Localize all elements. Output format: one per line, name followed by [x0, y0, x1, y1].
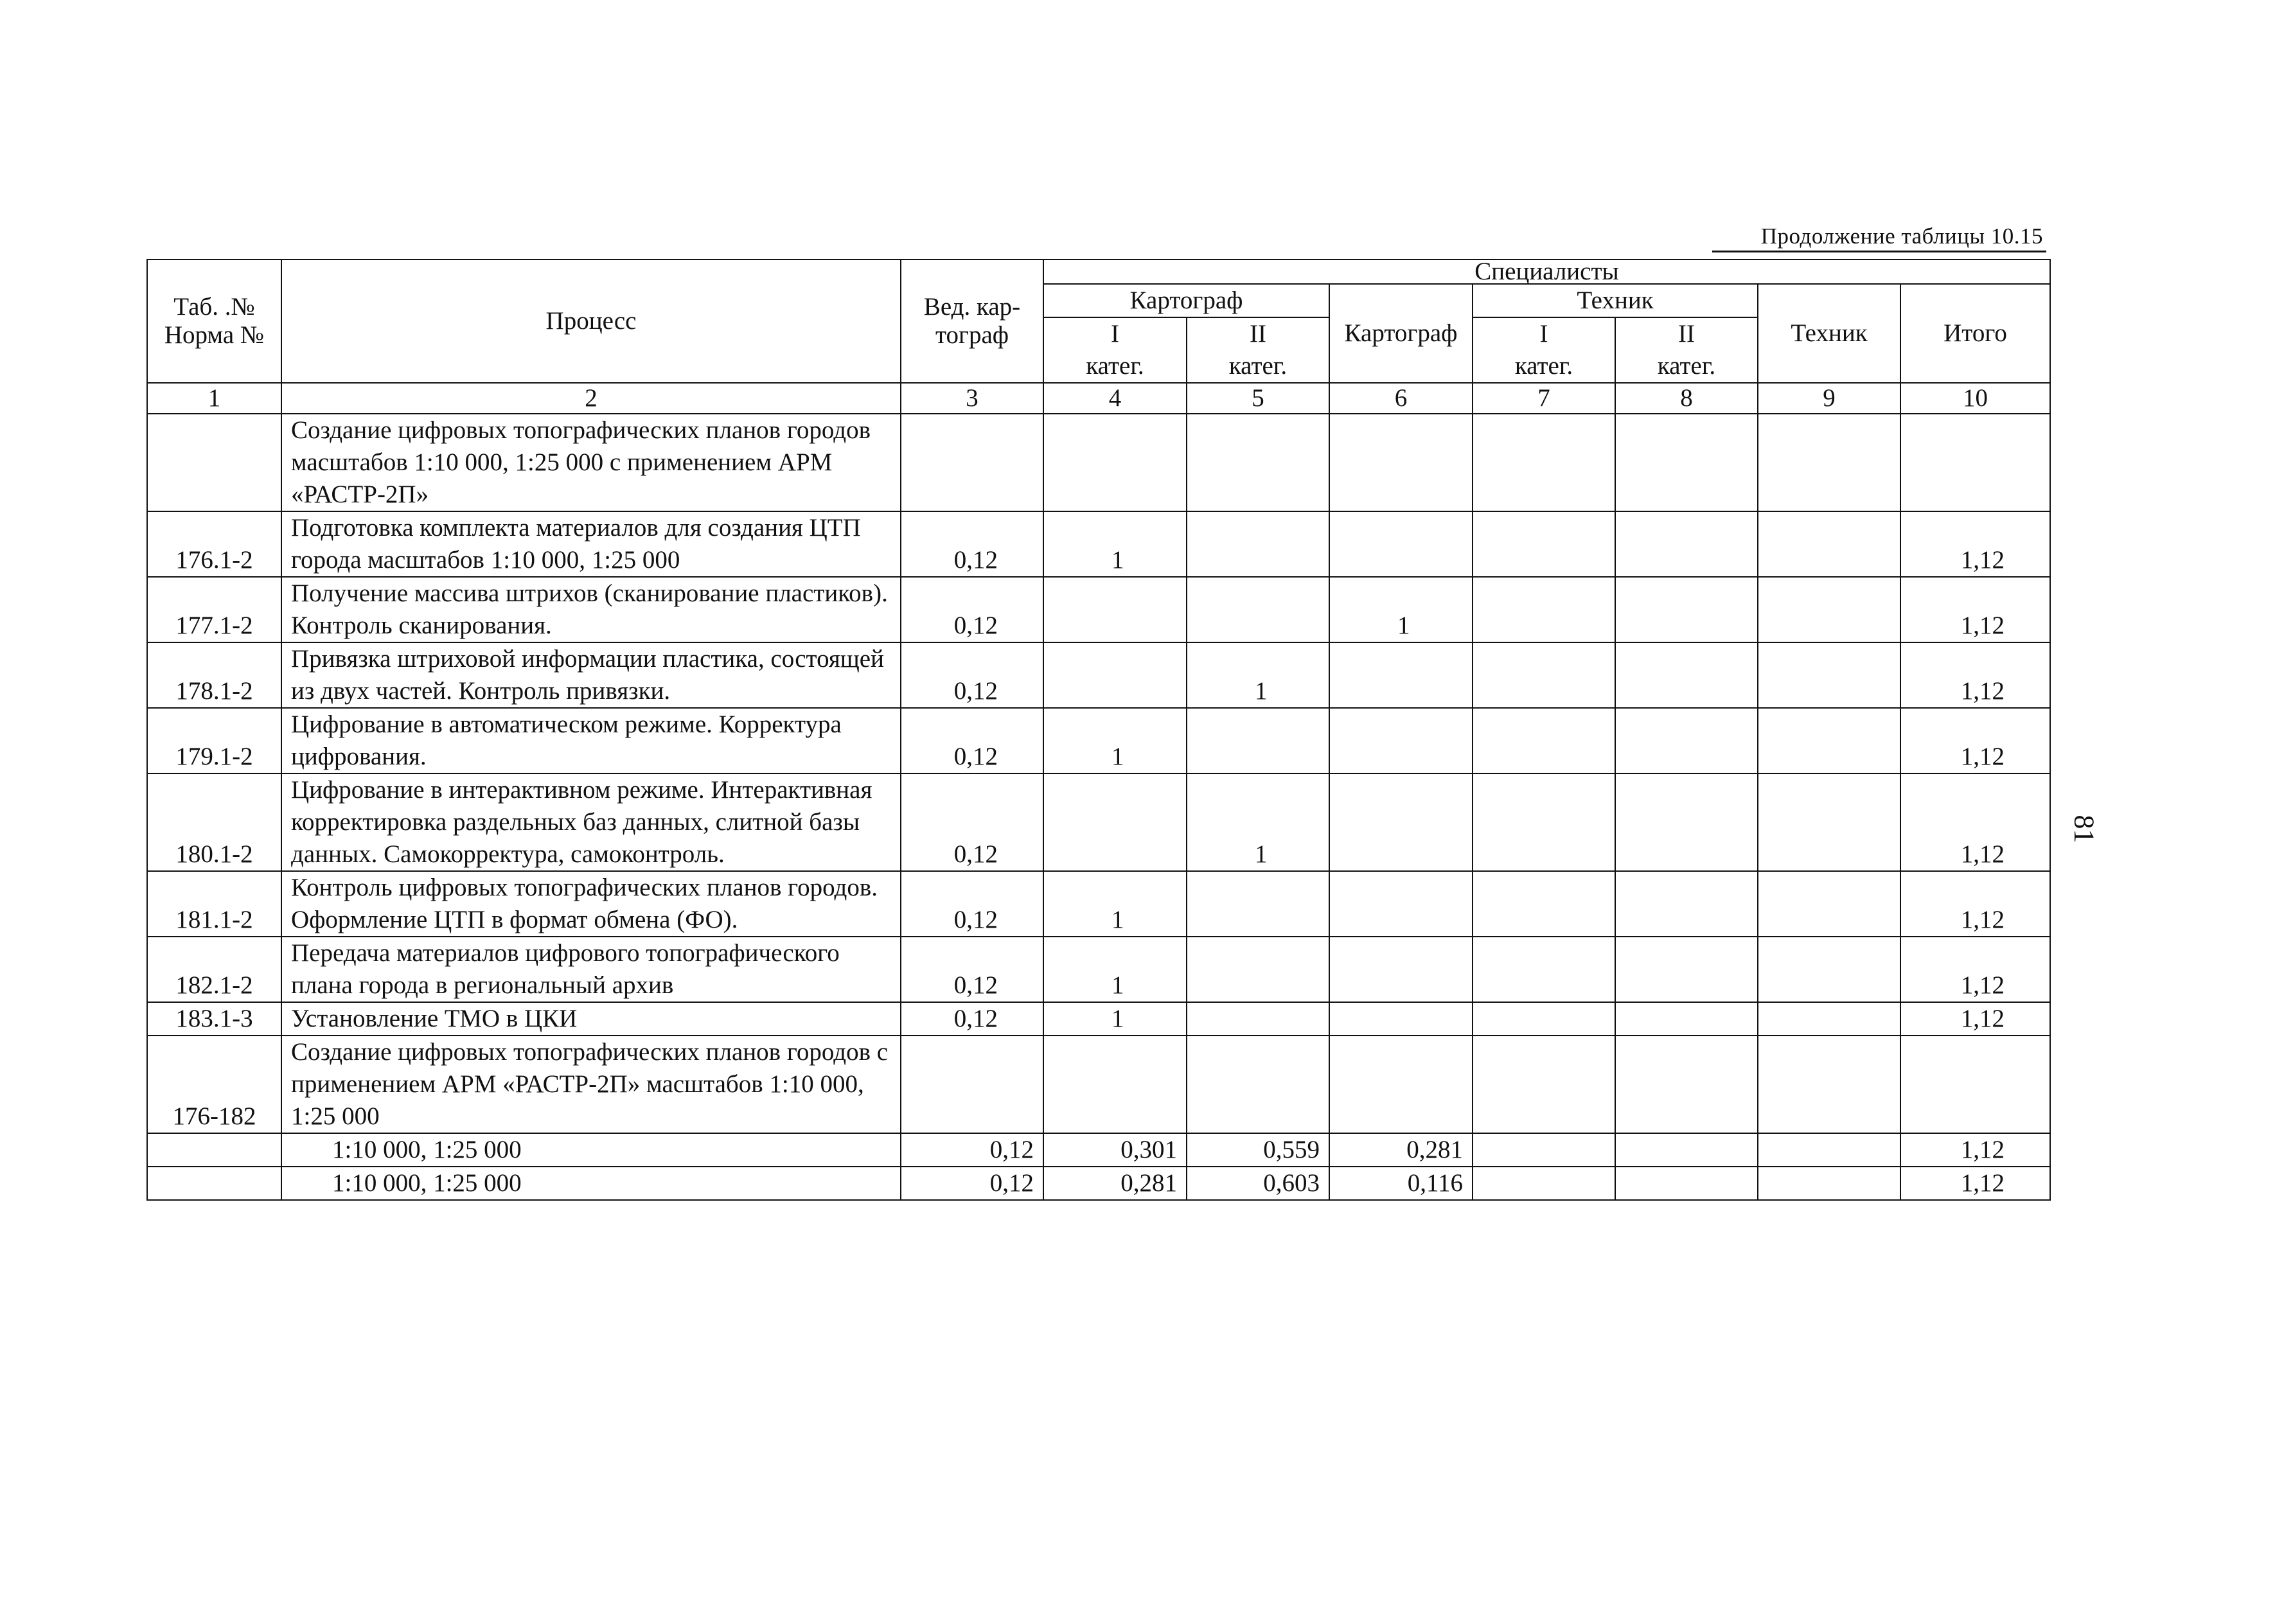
row-cartographer	[1329, 1002, 1473, 1036]
row-lead-cartographer	[901, 414, 1043, 511]
row-tech-cat-ii	[1615, 937, 1758, 1002]
header-cartographer-group: Картограф	[1043, 284, 1329, 317]
row-tech-cat-ii	[1615, 577, 1758, 642]
row-technician	[1758, 1167, 1900, 1200]
row-tech-cat-ii	[1615, 642, 1758, 708]
row-tech-cat-i	[1473, 1167, 1615, 1200]
row-code	[147, 414, 281, 511]
row-total	[1900, 414, 2050, 511]
table-body	[147, 414, 2050, 1200]
row-process: 1:10 000, 1:25 000	[281, 1167, 901, 1200]
row-lead-cartographer: 0,12	[901, 1002, 1043, 1036]
row-total: 1,12	[1900, 511, 2050, 577]
row-cartographer: 1	[1329, 577, 1473, 642]
header-tech-cat-ii: II	[1615, 317, 1758, 350]
header-code: Таб. .№ Норма №	[147, 260, 281, 383]
row-total: 1,12	[1900, 1133, 2050, 1167]
row-cart-cat-ii	[1187, 577, 1329, 642]
row-cart-cat-ii: 1	[1187, 773, 1329, 871]
column-number: 5	[1187, 383, 1329, 414]
row-cartographer	[1329, 937, 1473, 1002]
row-tech-cat-i	[1473, 511, 1615, 577]
row-lead-cartographer: 0,12	[901, 937, 1043, 1002]
row-tech-cat-ii	[1615, 773, 1758, 871]
row-total	[1900, 1036, 2050, 1133]
header-cart-cat-ii: II	[1187, 317, 1329, 350]
row-total: 1,12	[1900, 642, 2050, 708]
row-total: 1,12	[1900, 937, 2050, 1002]
row-total: 1,12	[1900, 871, 2050, 937]
row-technician	[1758, 1133, 1900, 1167]
row-cart-cat-ii: 1	[1187, 642, 1329, 708]
header-tech-cat-i: I	[1473, 317, 1615, 350]
row-process: Цифрование в интерактивном режиме. Интерактивная корректировка раздельных баз данных, слитной базы данных. Самокорректура, самоконтроль.	[281, 773, 901, 871]
row-cart-cat-i: 1	[1043, 871, 1187, 937]
row-technician	[1758, 773, 1900, 871]
row-tech-cat-i	[1473, 577, 1615, 642]
row-lead-cartographer: 0,12	[901, 871, 1043, 937]
table-row	[147, 511, 2050, 577]
row-cartographer	[1329, 642, 1473, 708]
row-tech-cat-i	[1473, 773, 1615, 871]
row-lead-cartographer: 0,12	[901, 642, 1043, 708]
header-lead-cartographer: Вед. кар-тограф	[901, 260, 1043, 383]
row-lead-cartographer: 0,12	[901, 511, 1043, 577]
row-total: 1,12	[1900, 708, 2050, 773]
row-cart-cat-i: 0,281	[1043, 1167, 1187, 1200]
row-cart-cat-i: 1	[1043, 1002, 1187, 1036]
row-process: Контроль цифровых топографических планов городов. Оформление ЦТП в формат обмена (ФО).	[281, 871, 901, 937]
row-technician	[1758, 1002, 1900, 1036]
column-number: 7	[1473, 383, 1615, 414]
row-process: Передача материалов цифрового топографического плана города в региональный архив	[281, 937, 901, 1002]
row-lead-cartographer: 0,12	[901, 708, 1043, 773]
row-lead-cartographer	[901, 1036, 1043, 1133]
row-code: 183.1-3	[147, 1002, 281, 1036]
row-cartographer	[1329, 1036, 1473, 1133]
row-cart-cat-ii	[1187, 937, 1329, 1002]
row-cart-cat-i: 1	[1043, 708, 1187, 773]
column-number: 4	[1043, 383, 1187, 414]
table-row	[147, 1002, 2050, 1036]
table-row	[147, 414, 2050, 511]
row-technician	[1758, 414, 1900, 511]
row-cart-cat-i	[1043, 642, 1187, 708]
row-cartographer	[1329, 871, 1473, 937]
row-code	[147, 1133, 281, 1167]
row-tech-cat-ii	[1615, 708, 1758, 773]
row-cart-cat-ii	[1187, 1036, 1329, 1133]
row-tech-cat-i	[1473, 414, 1615, 511]
row-tech-cat-ii	[1615, 414, 1758, 511]
row-technician	[1758, 577, 1900, 642]
row-process: Создание цифровых топографических планов городов масштабов 1:10 000, 1:25 000 с применением АРМ «РАСТР-2П»	[281, 414, 901, 511]
row-cartographer	[1329, 511, 1473, 577]
row-code: 177.1-2	[147, 577, 281, 642]
row-total: 1,12	[1900, 1167, 2050, 1200]
row-tech-cat-ii	[1615, 1167, 1758, 1200]
column-number: 1	[147, 383, 281, 414]
row-tech-cat-ii	[1615, 871, 1758, 937]
row-tech-cat-ii	[1615, 1002, 1758, 1036]
row-technician	[1758, 642, 1900, 708]
header-tech-cat-ii-label: катег.	[1615, 350, 1758, 383]
row-cart-cat-i	[1043, 1036, 1187, 1133]
header-row-1	[147, 260, 2050, 284]
row-cartographer	[1329, 773, 1473, 871]
row-cartographer: 0,116	[1329, 1167, 1473, 1200]
row-lead-cartographer: 0,12	[901, 1133, 1043, 1167]
row-cart-cat-i	[1043, 414, 1187, 511]
table-continuation-caption: Продолжение таблицы 10.15	[1760, 224, 2043, 249]
row-lead-cartographer: 0,12	[901, 577, 1043, 642]
page-number: 81	[2068, 815, 2100, 843]
row-tech-cat-i	[1473, 1133, 1615, 1167]
row-cart-cat-ii: 0,603	[1187, 1167, 1329, 1200]
row-tech-cat-ii	[1615, 1036, 1758, 1133]
row-code: 176-182	[147, 1036, 281, 1133]
row-technician	[1758, 1036, 1900, 1133]
row-cart-cat-i: 1	[1043, 511, 1187, 577]
row-code: 181.1-2	[147, 871, 281, 937]
header-total: Итого	[1900, 284, 2050, 383]
row-cartographer	[1329, 708, 1473, 773]
row-cart-cat-ii	[1187, 511, 1329, 577]
header-specialists: Специалисты	[1043, 260, 2050, 284]
row-tech-cat-i	[1473, 642, 1615, 708]
row-technician	[1758, 871, 1900, 937]
header-technician: Техник	[1758, 284, 1900, 383]
header-cart-cat-i: I	[1043, 317, 1187, 350]
row-tech-cat-i	[1473, 1002, 1615, 1036]
column-number: 2	[281, 383, 901, 414]
row-code: 176.1-2	[147, 511, 281, 577]
row-cart-cat-ii	[1187, 414, 1329, 511]
row-process: Получение массива штрихов (сканирование пластиков). Контроль сканирования.	[281, 577, 901, 642]
table-row	[147, 1133, 2050, 1167]
row-tech-cat-ii	[1615, 1133, 1758, 1167]
row-code: 180.1-2	[147, 773, 281, 871]
header-cartographer: Картограф	[1329, 284, 1473, 383]
row-code: 178.1-2	[147, 642, 281, 708]
row-process: Привязка штриховой информации пластика, состоящей из двух частей. Контроль привязки.	[281, 642, 901, 708]
row-technician	[1758, 708, 1900, 773]
row-tech-cat-i	[1473, 708, 1615, 773]
row-lead-cartographer: 0,12	[901, 773, 1043, 871]
row-cart-cat-ii	[1187, 1002, 1329, 1036]
column-number: 8	[1615, 383, 1758, 414]
row-cart-cat-ii	[1187, 708, 1329, 773]
header-technician-group: Техник	[1473, 284, 1758, 317]
row-cart-cat-i: 1	[1043, 937, 1187, 1002]
row-process: Создание цифровых топографических планов городов с применением АРМ «РАСТР-2П» масштабов 1:10 000, 1:25 000	[281, 1036, 901, 1133]
column-number: 9	[1758, 383, 1900, 414]
row-cartographer: 0,281	[1329, 1133, 1473, 1167]
row-code	[147, 1167, 281, 1200]
caption-underline	[1712, 251, 2046, 252]
norms-table	[146, 259, 2051, 1201]
row-cart-cat-i	[1043, 577, 1187, 642]
row-process: Цифрование в автоматическом режиме. Корректура цифрования.	[281, 708, 901, 773]
table-row	[147, 1167, 2050, 1200]
header-tech-cat-i-label: катег.	[1473, 350, 1615, 383]
column-number: 10	[1900, 383, 2050, 414]
row-cartographer	[1329, 414, 1473, 511]
row-cart-cat-i	[1043, 773, 1187, 871]
header-cart-cat-i-label: катег.	[1043, 350, 1187, 383]
row-total: 1,12	[1900, 577, 2050, 642]
row-total: 1,12	[1900, 773, 2050, 871]
column-number-row	[147, 383, 2050, 414]
row-total: 1,12	[1900, 1002, 2050, 1036]
row-cart-cat-ii: 0,559	[1187, 1133, 1329, 1167]
table-row	[147, 871, 2050, 937]
row-process: 1:10 000, 1:25 000	[281, 1133, 901, 1167]
row-tech-cat-ii	[1615, 511, 1758, 577]
row-code: 182.1-2	[147, 937, 281, 1002]
table-row	[147, 642, 2050, 708]
table-row	[147, 1036, 2050, 1133]
row-process: Установление ТМО в ЦКИ	[281, 1002, 901, 1036]
table-row	[147, 708, 2050, 773]
row-process: Подготовка комплекта материалов для создания ЦТП города масштабов 1:10 000, 1:25 000	[281, 511, 901, 577]
column-number: 6	[1329, 383, 1473, 414]
table-row	[147, 937, 2050, 1002]
row-tech-cat-i	[1473, 871, 1615, 937]
column-number: 3	[901, 383, 1043, 414]
row-tech-cat-i	[1473, 1036, 1615, 1133]
row-lead-cartographer: 0,12	[901, 1167, 1043, 1200]
header-cart-cat-ii-label: катег.	[1187, 350, 1329, 383]
row-cart-cat-i: 0,301	[1043, 1133, 1187, 1167]
row-technician	[1758, 937, 1900, 1002]
row-code: 179.1-2	[147, 708, 281, 773]
header-process: Процесс	[281, 260, 901, 383]
row-cart-cat-ii	[1187, 871, 1329, 937]
table-row	[147, 773, 2050, 871]
row-technician	[1758, 511, 1900, 577]
row-tech-cat-i	[1473, 937, 1615, 1002]
table-row	[147, 577, 2050, 642]
